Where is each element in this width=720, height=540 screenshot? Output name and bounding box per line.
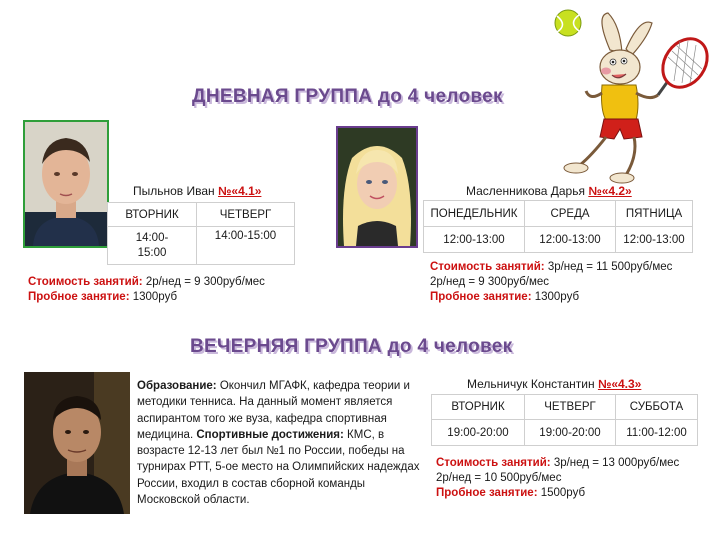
- cost-value: 3р/нед = 13 000руб/мес: [550, 457, 680, 469]
- coach-name-darya: [466, 184, 632, 198]
- tennis-ball-icon: [555, 10, 581, 36]
- day-cell: ПОНЕДЕЛЬНИК: [424, 201, 525, 227]
- coach-bio-konstantin: [137, 378, 427, 508]
- day-group-heading: ДНЕВНАЯ ГРУППА до 4 человек: [192, 86, 503, 107]
- cost-value: 3р/нед = 11 500руб/мес: [544, 261, 673, 273]
- education-label: Образование:: [137, 380, 217, 392]
- coach-photo-darya: [336, 126, 418, 248]
- group-number-link[interactable]: №«4.2»: [588, 184, 632, 198]
- time-cell: 19:00-20:00: [525, 420, 616, 446]
- day-cell: ПЯТНИЦА: [616, 201, 693, 227]
- cost-info-konstantin: [436, 456, 679, 501]
- evening-group-heading: ВЕЧЕРНЯЯ ГРУППА до 4 человек: [190, 336, 513, 357]
- cost-label: Стоимость занятий:: [436, 457, 551, 469]
- cost-label: Стоимость занятий:: [28, 276, 143, 288]
- education-text: Окончил МГАФК, кафедра теории и методики тенниса. На данный момент является аспирантом того же вуза, кафедра спортивная медицина.: [137, 380, 410, 441]
- cost-info-darya: [430, 260, 672, 305]
- cost-info-ivan: [28, 275, 265, 305]
- day-cell: СУББОТА: [616, 395, 698, 420]
- schedule-table-darya: [423, 200, 693, 253]
- trial-label: Пробное занятие:: [430, 291, 532, 303]
- coach-name-ivan: [133, 184, 261, 198]
- coach-name-konstantin: [467, 377, 641, 391]
- group-number-link[interactable]: №«4.1»: [218, 184, 262, 198]
- cost-value-alt: 2р/нед = 10 500руб/мес: [436, 472, 562, 484]
- day-cell: ЧЕТВЕРГ: [197, 203, 295, 227]
- time-cell: 14:00-15:00: [108, 227, 197, 265]
- day-cell: ВТОРНИК: [108, 203, 197, 227]
- group-number-link[interactable]: №«4.3»: [597, 377, 642, 391]
- schedule-table-konstantin: [431, 394, 698, 446]
- bunny-tennis-player-icon: [540, 5, 715, 185]
- time-cell: 12:00-13:00: [525, 227, 616, 253]
- time-cell: 14:00-15:00: [197, 227, 295, 265]
- trial-label: Пробное занятие:: [28, 291, 130, 303]
- time-cell: 12:00-13:00: [424, 227, 525, 253]
- time-cell: 11:00-12:00: [616, 420, 698, 446]
- trial-value: 1500руб: [537, 487, 586, 499]
- trial-label: Пробное занятие:: [436, 487, 538, 499]
- coach-photo-konstantin: [24, 372, 130, 514]
- time-cell: 12:00-13:00: [616, 227, 693, 253]
- cost-value: 2р/нед = 9 300руб/мес: [142, 276, 265, 288]
- cost-label: Стоимость занятий:: [430, 261, 545, 273]
- day-cell: СРЕДА: [525, 201, 616, 227]
- trial-value: 1300руб: [129, 291, 178, 303]
- coach-name-text: Мельничук Константин: [467, 377, 598, 391]
- trial-value: 1300руб: [531, 291, 580, 303]
- coach-photo-ivan: [23, 120, 109, 248]
- day-cell: ЧЕТВЕРГ: [525, 395, 616, 420]
- coach-name-text: Масленникова Дарья: [466, 184, 589, 198]
- achievements-label: Спортивные достижения:: [196, 428, 344, 441]
- cost-value-alt: 2р/нед = 9 300руб/мес: [430, 276, 550, 288]
- coach-name-text: Пыльнов Иван: [133, 184, 219, 198]
- achievements-text: КМС, в возрасте 12-13 лет был №1 по России, победы на турнирах РТТ, 5-ое место на Олимпийских надеждах России, входил в состав сборной команды Московской области.: [137, 428, 420, 507]
- day-cell: ВТОРНИК: [432, 395, 525, 420]
- time-cell: 19:00-20:00: [432, 420, 525, 446]
- schedule-table-ivan: [107, 202, 295, 265]
